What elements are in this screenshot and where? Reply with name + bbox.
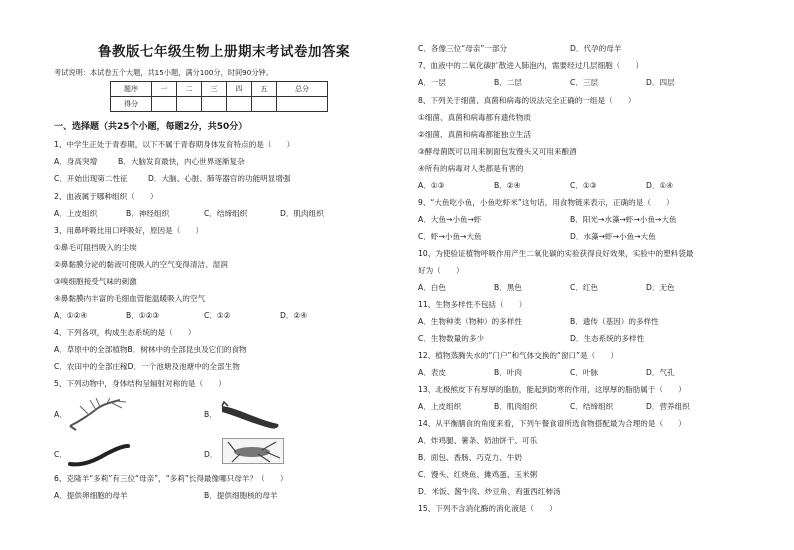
- option: D．营养组织: [646, 402, 690, 411]
- score-table: [110, 81, 328, 112]
- statement: ③酵母菌既可以用来制面包发馒头又可用来酿酒: [418, 147, 577, 156]
- option: B．肌肉组织: [494, 402, 538, 411]
- grasshopper-image: [222, 438, 284, 464]
- option: C．生物数量的多少: [418, 334, 485, 343]
- option: C．开始出现第二性征: [54, 174, 128, 183]
- question-2: 2、血液属于哪种组织（ ）: [54, 192, 158, 201]
- statement: ①鼻毛可阻挡吸入的尘埃: [54, 243, 137, 252]
- exam-instructions: 考试说明：本试卷五个大题，共15小题，满分100分，时间90分钟。: [54, 68, 273, 77]
- option-label: C．: [54, 450, 67, 459]
- option-label: A．: [54, 410, 67, 419]
- score-table-header: 一: [152, 82, 177, 97]
- option: D．②④: [280, 311, 308, 320]
- statement: ④所有的病毒对人类都是有害的: [418, 164, 524, 173]
- option: A．大鱼→小鱼→虾: [418, 215, 482, 224]
- option: C．农田中的全部庄稼D．一个池塘及池塘中的全部生物: [54, 362, 240, 371]
- statement: ④鼻黏膜内丰富的毛细血管能温暖吸入的空气: [54, 294, 206, 303]
- score-table-header: 题序: [111, 82, 152, 97]
- question-4: 4、下列各项，构成生态系统的是（ ）: [54, 328, 196, 337]
- option: A．提供卵细胞的母羊: [54, 491, 128, 500]
- question-12: 12、植物蒸腾失水的“门户”和气体交换的“窗口”是（ ）: [418, 351, 619, 360]
- score-table-header: 五: [252, 82, 277, 97]
- option: C．馒头、红烧鱼、摊鸡蛋、玉米粥: [418, 470, 538, 479]
- option: D．水藻→虾→小鱼→大鱼: [570, 232, 656, 241]
- option: C．各像三位“母亲”一部分: [418, 44, 508, 53]
- option: D．无色: [646, 283, 675, 292]
- option: B．②④: [494, 181, 521, 190]
- statement: ②鼻黏膜分泌的黏液可使吸入的空气变得清洁、湿润: [54, 260, 228, 269]
- earthworm-image: [66, 440, 132, 470]
- option: D．大脑、心脏、肺等器官的功能明显增强: [148, 174, 291, 183]
- question-10-cont: 好为（ ）: [418, 266, 464, 275]
- score-cell[interactable]: [227, 97, 252, 112]
- option-label: B．: [204, 410, 217, 419]
- score-table-header: 四: [227, 82, 252, 97]
- option: D．四层: [646, 78, 675, 87]
- option: D．代孕的母羊: [570, 44, 622, 53]
- option: A．上皮组织: [418, 402, 462, 411]
- hydra-image: [66, 396, 130, 432]
- score-cell[interactable]: [177, 97, 202, 112]
- statement: ③嗅细胞接受气味的刺激: [54, 277, 137, 286]
- option: B．神经组织: [126, 209, 170, 218]
- question-15: 15、下列不含消化酶的消化液是（ ）: [418, 504, 557, 513]
- question-3: 3、用鼻呼吸比用口呼吸好，原因是（ ）: [54, 226, 204, 235]
- question-13: 13、北极熊皮下有厚厚的脂肪，能起到防寒的作用，这厚厚的脂肪属于（ ）: [418, 385, 686, 394]
- score-cell[interactable]: [202, 97, 227, 112]
- option-label: D．: [204, 450, 218, 459]
- option: A．草原中的全部植物B．树林中的全部昆虫及它们的食物: [54, 345, 247, 354]
- option: B．大脑发育最快，内心世界逐渐复杂: [118, 157, 245, 166]
- option: D．生态系统的多样性: [570, 334, 645, 343]
- option: C．三层: [570, 78, 599, 87]
- option: C．①②: [204, 311, 231, 320]
- option: B．遗传（基因）的多样性: [570, 317, 659, 326]
- question-10: 10、为使验证植物呼吸作用产生二氧化碳的实验获得良好效果，实验中的塑料袋最: [418, 249, 694, 258]
- score-table-header: 二: [177, 82, 202, 97]
- score-cell[interactable]: [277, 97, 328, 112]
- score-table-header: 总分: [277, 82, 328, 97]
- question-1: 1、中学生正处于青春期，以下不属于青春期身体发育特点的是（ ）: [54, 140, 295, 149]
- option: D．肌肉组织: [280, 209, 324, 218]
- option: B．阳光→水藻→虾→小鱼→大鱼: [570, 215, 677, 224]
- question-6: 6、克隆羊“多莉”有三位“母亲”，“多莉”长得最像哪只母羊？（ ）: [54, 474, 288, 483]
- option: C．①③: [570, 181, 597, 190]
- option: C．虾→小鱼→大鱼: [418, 232, 482, 241]
- score-cell[interactable]: [152, 97, 177, 112]
- option: A．炸鸡腿、薯条、奶油饼干、可乐: [418, 436, 538, 445]
- section-heading: 一、选择题（共25个小题，每题2分，共50分）: [54, 122, 248, 132]
- question-9: 9、“大鱼吃小鱼，小鱼吃虾米”这句话，用食物链来表示，正确的是（ ）: [418, 198, 674, 207]
- option: A．表皮: [418, 368, 446, 377]
- option: D．气孔: [646, 368, 675, 377]
- option: C．结缔组织: [204, 209, 248, 218]
- statement: ②细菌、真菌和病毒都能独立生活: [418, 130, 532, 139]
- score-table-header: 三: [202, 82, 227, 97]
- statement: ①细菌、真菌和病毒都有遗传物质: [418, 113, 532, 122]
- option: B．二层: [494, 78, 522, 87]
- question-8: 8、下列关于细菌、真菌和病毒的说法完全正确的一组是（ ）: [418, 96, 636, 105]
- option: B．提供细胞核的母羊: [204, 491, 278, 500]
- option: C．结缔组织: [570, 402, 614, 411]
- exam-title: 鲁教版七年级生物上册期末考试卷加答案: [98, 44, 350, 60]
- option: A．上皮组织: [54, 209, 98, 218]
- question-14: 14、从平衡膳食的角度来看，下列午餐食谱所选食物搭配最为合理的是（ ）: [418, 419, 686, 428]
- question-5: 5、下列动物中，身体结构呈辐射对称的是（ ）: [54, 379, 226, 388]
- option: A．①③: [418, 181, 445, 190]
- option: B．叶肉: [494, 368, 522, 377]
- option: A．一层: [418, 78, 446, 87]
- option: A．生物种类（物种）的多样性: [418, 317, 522, 326]
- score-cell[interactable]: [252, 97, 277, 112]
- option: C．叶脉: [570, 368, 599, 377]
- option: B．黑色: [494, 283, 522, 292]
- option: B．面包、香肠、巧克力、牛奶: [418, 453, 522, 462]
- option: D．①④: [646, 181, 674, 190]
- option: D．米饭、酱牛肉、炒豆角、鸡蛋西红柿汤: [418, 487, 561, 496]
- leech-image: [218, 398, 284, 432]
- question-11: 11、生物多样性不包括（ ）: [418, 300, 527, 309]
- option: B．①②③: [126, 311, 160, 320]
- question-7: 7、血液中的二氧化碳扩散进入肺泡内，需要经过几层细胞（ ）: [418, 61, 644, 70]
- score-table-row-label: 得分: [111, 97, 152, 112]
- option: A．①②④: [54, 311, 88, 320]
- option: A．白色: [418, 283, 446, 292]
- option: C．红色: [570, 283, 599, 292]
- option: A．身高突增: [54, 157, 98, 166]
